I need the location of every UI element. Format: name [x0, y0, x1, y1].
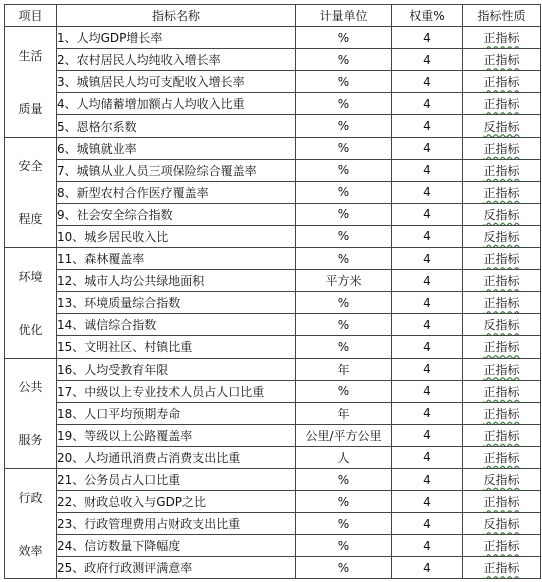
indicator-name-cell: 4、人均储蓄增加额占人均收入比重 [57, 93, 296, 115]
nature-label: 正指标 [483, 163, 520, 178]
indicator-name-cell: 16、人均受教育年限 [57, 358, 296, 380]
nature-cell [463, 248, 541, 270]
nature-label: 正指标 [483, 561, 520, 576]
nature-cell [463, 424, 541, 446]
nature-label: 正指标 [483, 539, 520, 554]
category-cell [5, 137, 57, 247]
unit-cell: % [296, 93, 392, 115]
indicator-name-cell: 11、森林覆盖率 [57, 248, 296, 270]
unit-cell: 平方米 [296, 270, 392, 292]
table-row [5, 71, 541, 93]
indicator-name-cell: 6、城镇就业率 [57, 137, 296, 159]
nature-label: 正指标 [483, 406, 520, 421]
table-row [5, 491, 541, 513]
weight-cell: 4 [392, 468, 463, 490]
nature-cell [463, 27, 541, 49]
header-weight: 权重% [392, 5, 463, 27]
indicator-name-cell: 10、城乡居民收入比 [57, 225, 296, 247]
category-label-top: 公共 [18, 380, 43, 395]
nature-label: 正指标 [483, 384, 520, 399]
unit-cell: % [296, 336, 392, 358]
weight-cell: 4 [392, 424, 463, 446]
header-nature: 指标性质 [463, 5, 541, 27]
nature-label: 正指标 [483, 31, 520, 46]
table-row [5, 535, 541, 557]
category-label-bottom: 效率 [18, 543, 43, 558]
table-row [5, 446, 541, 468]
table-row [5, 468, 541, 490]
indicator-name-cell: 17、中级以上专业技术人员占人口比重 [57, 380, 296, 402]
unit-cell: % [296, 137, 392, 159]
indicator-name-cell: 25、政府行政测评满意率 [57, 557, 296, 579]
unit-cell: 年 [296, 402, 392, 424]
indicator-table [4, 4, 541, 579]
indicator-name-cell: 24、信访数量下降幅度 [57, 535, 296, 557]
nature-cell [463, 336, 541, 358]
indicator-name-cell: 14、诚信综合指数 [57, 314, 296, 336]
table-row [5, 27, 541, 49]
unit-cell: % [296, 557, 392, 579]
nature-label: 反指标 [483, 229, 520, 244]
indicator-name-cell: 23、行政管理费用占财政支出比重 [57, 513, 296, 535]
indicator-name-cell: 1、人均GDP增长率 [57, 27, 296, 49]
header-unit: 计量单位 [296, 5, 392, 27]
unit-cell: % [296, 513, 392, 535]
nature-label: 正指标 [483, 495, 520, 510]
nature-label: 反指标 [483, 473, 520, 488]
unit-cell: 人 [296, 446, 392, 468]
nature-label: 正指标 [483, 53, 520, 68]
nature-label: 正指标 [483, 75, 520, 90]
nature-label: 正指标 [483, 296, 520, 311]
weight-cell: 4 [392, 513, 463, 535]
category-label-top: 生活 [18, 48, 43, 63]
weight-cell: 4 [392, 27, 463, 49]
nature-label: 正指标 [483, 274, 520, 289]
weight-cell: 4 [392, 292, 463, 314]
unit-cell: % [296, 71, 392, 93]
nature-cell [463, 513, 541, 535]
indicator-name-cell: 20、人均通讯消费占消费支出比重 [57, 446, 296, 468]
table-row [5, 336, 541, 358]
unit-cell: 公里/平方公里 [296, 424, 392, 446]
table-row [5, 424, 541, 446]
nature-label: 正指标 [483, 141, 520, 156]
table-row [5, 115, 541, 137]
weight-cell: 4 [392, 71, 463, 93]
unit-cell: % [296, 314, 392, 336]
unit-cell: % [296, 49, 392, 71]
header-row [5, 5, 541, 27]
weight-cell: 4 [392, 446, 463, 468]
indicator-name-cell: 15、文明社区、村镇比重 [57, 336, 296, 358]
unit-cell: % [296, 203, 392, 225]
nature-label: 正指标 [483, 428, 520, 443]
table-row [5, 513, 541, 535]
table-row [5, 93, 541, 115]
nature-label: 反指标 [483, 517, 520, 532]
category-label-bottom: 服务 [18, 433, 43, 448]
weight-cell: 4 [392, 314, 463, 336]
table-row [5, 159, 541, 181]
unit-cell: % [296, 181, 392, 203]
nature-label: 正指标 [483, 252, 520, 267]
nature-cell [463, 71, 541, 93]
indicator-name-cell: 18、人口平均预期寿命 [57, 402, 296, 424]
nature-label: 反指标 [483, 318, 520, 333]
weight-cell: 4 [392, 137, 463, 159]
weight-cell: 4 [392, 225, 463, 247]
category-cell [5, 248, 57, 358]
weight-cell: 4 [392, 159, 463, 181]
unit-cell: % [296, 468, 392, 490]
weight-cell: 4 [392, 203, 463, 225]
weight-cell: 4 [392, 358, 463, 380]
nature-label: 正指标 [483, 340, 520, 355]
nature-cell [463, 535, 541, 557]
nature-cell [463, 446, 541, 468]
category-label-top: 环境 [18, 269, 43, 284]
table-row [5, 181, 541, 203]
indicator-name-cell: 3、城镇居民人均可支配收入增长率 [57, 71, 296, 93]
nature-cell [463, 225, 541, 247]
table-row [5, 49, 541, 71]
table-row [5, 203, 541, 225]
table-row [5, 248, 541, 270]
nature-cell [463, 181, 541, 203]
weight-cell: 4 [392, 270, 463, 292]
nature-cell [463, 380, 541, 402]
table-row [5, 270, 541, 292]
nature-cell [463, 137, 541, 159]
weight-cell: 4 [392, 49, 463, 71]
table-row [5, 402, 541, 424]
nature-cell [463, 115, 541, 137]
unit-cell: % [296, 535, 392, 557]
nature-cell [463, 314, 541, 336]
nature-cell [463, 292, 541, 314]
weight-cell: 4 [392, 181, 463, 203]
weight-cell: 4 [392, 491, 463, 513]
weight-cell: 4 [392, 402, 463, 424]
nature-label: 正指标 [483, 185, 520, 200]
weight-cell: 4 [392, 93, 463, 115]
weight-cell: 4 [392, 336, 463, 358]
table-row [5, 225, 541, 247]
nature-cell [463, 93, 541, 115]
unit-cell: % [296, 159, 392, 181]
unit-cell: % [296, 115, 392, 137]
nature-cell [463, 203, 541, 225]
nature-cell [463, 159, 541, 181]
nature-cell [463, 402, 541, 424]
header-name: 指标名称 [57, 5, 296, 27]
unit-cell: % [296, 491, 392, 513]
nature-cell [463, 557, 541, 579]
category-cell [5, 468, 57, 578]
unit-cell: % [296, 225, 392, 247]
nature-label: 反指标 [483, 119, 520, 134]
indicator-name-cell: 5、恩格尔系数 [57, 115, 296, 137]
weight-cell: 4 [392, 115, 463, 137]
nature-cell [463, 49, 541, 71]
table-row [5, 557, 541, 579]
indicator-name-cell: 22、财政总收入与GDP之比 [57, 491, 296, 513]
table-row [5, 137, 541, 159]
nature-cell [463, 468, 541, 490]
indicator-name-cell: 8、新型农村合作医疗覆盖率 [57, 181, 296, 203]
table-row [5, 292, 541, 314]
indicator-name-cell: 7、城镇从业人员三项保险综合覆盖率 [57, 159, 296, 181]
indicator-name-cell: 9、社会安全综合指数 [57, 203, 296, 225]
category-label-top: 行政 [18, 490, 43, 505]
indicator-name-cell: 21、公务员占人口比重 [57, 468, 296, 490]
unit-cell: % [296, 292, 392, 314]
nature-label: 正指标 [483, 97, 520, 112]
indicator-name-cell: 12、城市人均公共绿地面积 [57, 270, 296, 292]
unit-cell: % [296, 27, 392, 49]
category-label-top: 安全 [18, 159, 43, 174]
table-body [5, 27, 541, 579]
indicator-name-cell: 2、农村居民人均纯收入增长率 [57, 49, 296, 71]
weight-cell: 4 [392, 535, 463, 557]
table-row [5, 380, 541, 402]
category-label-bottom: 程度 [18, 212, 43, 227]
category-label-bottom: 质量 [18, 101, 43, 116]
category-label-bottom: 优化 [18, 322, 43, 337]
weight-cell: 4 [392, 557, 463, 579]
table-row [5, 358, 541, 380]
table-row [5, 314, 541, 336]
category-cell [5, 27, 57, 137]
nature-cell [463, 491, 541, 513]
unit-cell: % [296, 248, 392, 270]
unit-cell: % [296, 380, 392, 402]
weight-cell: 4 [392, 380, 463, 402]
unit-cell: 年 [296, 358, 392, 380]
category-cell [5, 358, 57, 468]
nature-label: 反指标 [483, 207, 520, 222]
header-category: 项目 [5, 5, 57, 27]
nature-cell [463, 270, 541, 292]
weight-cell: 4 [392, 248, 463, 270]
nature-cell [463, 358, 541, 380]
indicator-name-cell: 13、环境质量综合指数 [57, 292, 296, 314]
nature-label: 正指标 [483, 450, 520, 465]
nature-label: 正指标 [483, 362, 520, 377]
indicator-name-cell: 19、等级以上公路覆盖率 [57, 424, 296, 446]
